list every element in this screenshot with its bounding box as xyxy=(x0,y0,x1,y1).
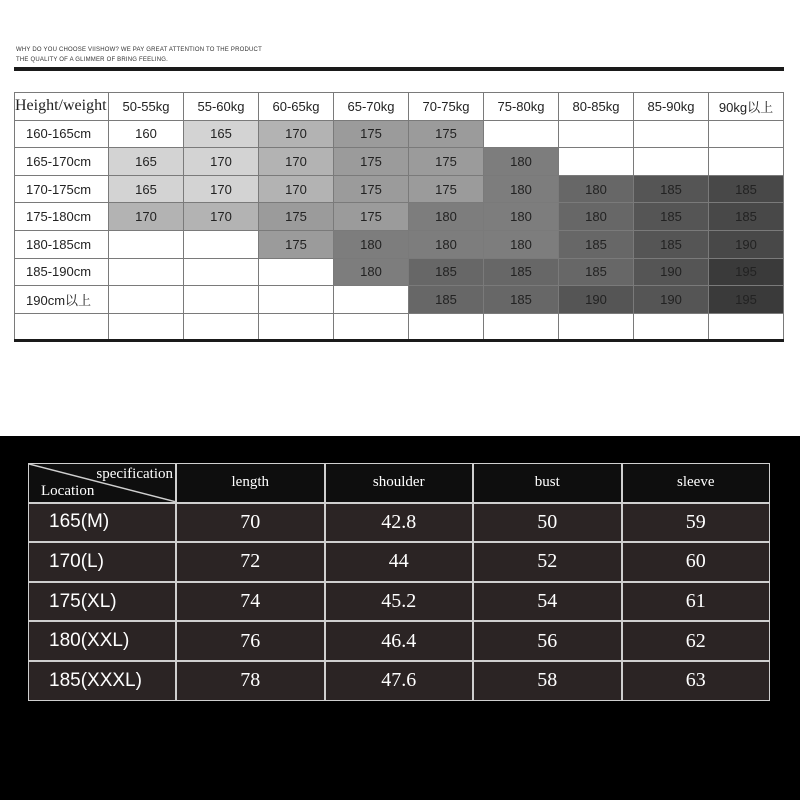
spec-column-length: length xyxy=(176,463,325,503)
height-row-label: 170-175cm xyxy=(15,175,109,203)
size-cell: 180 xyxy=(559,203,634,231)
size-cell xyxy=(184,286,259,314)
weight-column-header: 70-75kg xyxy=(409,93,484,121)
size-cell: 180 xyxy=(484,148,559,176)
measurement-value: 76 xyxy=(176,621,325,661)
height-row-label: 185-190cm xyxy=(15,258,109,286)
measurement-value: 58 xyxy=(473,661,622,701)
size-cell: 170 xyxy=(259,120,334,148)
chart-row xyxy=(15,148,784,176)
size-cell: 180 xyxy=(559,175,634,203)
measurement-value: 47.6 xyxy=(325,661,474,701)
size-cell: 180 xyxy=(409,230,484,258)
size-cell: 190 xyxy=(634,258,709,286)
size-cell: 175 xyxy=(409,175,484,203)
chart-body xyxy=(15,120,784,341)
size-cell xyxy=(709,148,784,176)
measurement-value: 46.4 xyxy=(325,621,474,661)
size-cell xyxy=(634,313,709,341)
size-label: 170(L) xyxy=(28,542,176,582)
chart-corner-label: Height/weight xyxy=(15,93,109,121)
chart-row xyxy=(15,203,784,231)
size-cell xyxy=(259,258,334,286)
size-cell: 190 xyxy=(709,230,784,258)
size-cell: 185 xyxy=(484,258,559,286)
size-cell: 185 xyxy=(484,286,559,314)
size-cell xyxy=(634,148,709,176)
size-cell: 175 xyxy=(259,230,334,258)
weight-column-header: 90kg以上 xyxy=(709,93,784,121)
size-cell: 170 xyxy=(259,175,334,203)
chart-row xyxy=(15,120,784,148)
size-cell xyxy=(559,148,634,176)
measurement-value: 44 xyxy=(325,542,474,582)
measurement-value: 74 xyxy=(176,582,325,622)
size-cell xyxy=(334,286,409,314)
size-cell: 185 xyxy=(559,258,634,286)
size-cell: 175 xyxy=(409,120,484,148)
size-cell: 180 xyxy=(484,230,559,258)
size-cell xyxy=(109,313,184,341)
size-cell: 185 xyxy=(634,175,709,203)
spec-row xyxy=(28,503,770,543)
spec-row xyxy=(28,542,770,582)
size-cell xyxy=(109,286,184,314)
corner-specification-label: specification xyxy=(96,466,173,482)
measurement-value: 70 xyxy=(176,503,325,543)
size-cell: 165 xyxy=(184,120,259,148)
size-cell: 180 xyxy=(484,175,559,203)
spec-body xyxy=(28,503,770,701)
size-cell: 170 xyxy=(259,148,334,176)
size-cell xyxy=(109,258,184,286)
measurement-value: 61 xyxy=(622,582,771,622)
spec-corner xyxy=(28,463,176,503)
size-cell: 170 xyxy=(184,148,259,176)
size-cell: 175 xyxy=(334,203,409,231)
header-line-1: WHY DO YOU CHOOSE VIISHOW? WE PAY GREAT ATTENTION TO THE PRODUCT xyxy=(16,47,262,53)
spec-column-shoulder: shoulder xyxy=(325,463,474,503)
measurement-value: 45.2 xyxy=(325,582,474,622)
size-cell: 170 xyxy=(184,203,259,231)
chart-row xyxy=(15,258,784,286)
size-cell: 175 xyxy=(259,203,334,231)
height-row-label: 180-185cm xyxy=(15,230,109,258)
size-cell: 185 xyxy=(634,230,709,258)
weight-column-header: 50-55kg xyxy=(109,93,184,121)
size-cell: 170 xyxy=(184,175,259,203)
chart-header-row xyxy=(15,93,784,121)
chart-row xyxy=(15,230,784,258)
chart-row xyxy=(15,286,784,314)
weight-column-header: 85-90kg xyxy=(634,93,709,121)
size-cell xyxy=(709,313,784,341)
size-cell: 190 xyxy=(559,286,634,314)
measurement-value: 52 xyxy=(473,542,622,582)
weight-column-header: 55-60kg xyxy=(184,93,259,121)
measurement-value: 59 xyxy=(622,503,771,543)
size-cell: 165 xyxy=(109,175,184,203)
size-cell xyxy=(559,120,634,148)
size-cell: 190 xyxy=(634,286,709,314)
size-cell: 185 xyxy=(409,258,484,286)
measurement-value: 60 xyxy=(622,542,771,582)
size-cell: 180 xyxy=(409,203,484,231)
size-cell: 185 xyxy=(409,286,484,314)
size-cell: 180 xyxy=(334,258,409,286)
header-note xyxy=(16,45,262,65)
height-row-label: 190cm以上 xyxy=(15,286,109,314)
size-cell: 175 xyxy=(334,175,409,203)
size-cell: 185 xyxy=(709,203,784,231)
size-cell xyxy=(559,313,634,341)
weight-column-header: 80-85kg xyxy=(559,93,634,121)
height-weight-chart xyxy=(14,92,784,341)
spec-column-sleeve: sleeve xyxy=(622,463,771,503)
chart-row xyxy=(15,175,784,203)
size-cell xyxy=(334,313,409,341)
size-cell xyxy=(184,258,259,286)
size-cell xyxy=(259,313,334,341)
size-cell xyxy=(484,313,559,341)
size-cell: 195 xyxy=(709,286,784,314)
measurement-value: 54 xyxy=(473,582,622,622)
weight-column-header: 75-80kg xyxy=(484,93,559,121)
spec-row xyxy=(28,582,770,622)
spec-header-row xyxy=(28,463,770,503)
size-cell: 180 xyxy=(484,203,559,231)
size-cell: 185 xyxy=(634,203,709,231)
measurement-value: 72 xyxy=(176,542,325,582)
size-cell: 175 xyxy=(334,148,409,176)
size-cell: 195 xyxy=(709,258,784,286)
measurement-value: 50 xyxy=(473,503,622,543)
size-cell: 160 xyxy=(109,120,184,148)
chart-bottom-rule xyxy=(14,339,784,342)
size-cell: 165 xyxy=(109,148,184,176)
header-line-2: THE QUALITY OF A GLIMMER OF BRING FEELING. xyxy=(16,57,168,63)
size-label: 185(XXXL) xyxy=(28,661,176,701)
height-row-label: 160-165cm xyxy=(15,120,109,148)
size-cell: 180 xyxy=(334,230,409,258)
height-row-label: 175-180cm xyxy=(15,203,109,231)
size-cell: 185 xyxy=(559,230,634,258)
size-cell: 175 xyxy=(409,148,484,176)
height-row-label: 165-170cm xyxy=(15,148,109,176)
measurement-value: 56 xyxy=(473,621,622,661)
size-cell xyxy=(709,120,784,148)
size-label: 165(M) xyxy=(28,503,176,543)
size-cell xyxy=(109,230,184,258)
header-rule xyxy=(14,67,784,71)
size-label: 180(XXL) xyxy=(28,621,176,661)
measurement-value: 42.8 xyxy=(325,503,474,543)
size-cell xyxy=(634,120,709,148)
size-cell xyxy=(484,120,559,148)
corner-location-label: Location xyxy=(41,482,95,499)
size-cell xyxy=(409,313,484,341)
size-cell: 170 xyxy=(109,203,184,231)
spec-row xyxy=(28,621,770,661)
weight-column-header: 60-65kg xyxy=(259,93,334,121)
measurement-table xyxy=(28,463,770,701)
size-cell xyxy=(184,313,259,341)
size-cell xyxy=(259,286,334,314)
measurement-value: 63 xyxy=(622,661,771,701)
weight-column-header: 65-70kg xyxy=(334,93,409,121)
size-cell: 175 xyxy=(334,120,409,148)
measurement-value: 78 xyxy=(176,661,325,701)
size-cell: 185 xyxy=(709,175,784,203)
size-label: 175(XL) xyxy=(28,582,176,622)
size-cell xyxy=(184,230,259,258)
height-row-label xyxy=(15,313,109,341)
spec-row xyxy=(28,661,770,701)
spec-column-bust: bust xyxy=(473,463,622,503)
chart-row xyxy=(15,313,784,341)
measurement-value: 62 xyxy=(622,621,771,661)
